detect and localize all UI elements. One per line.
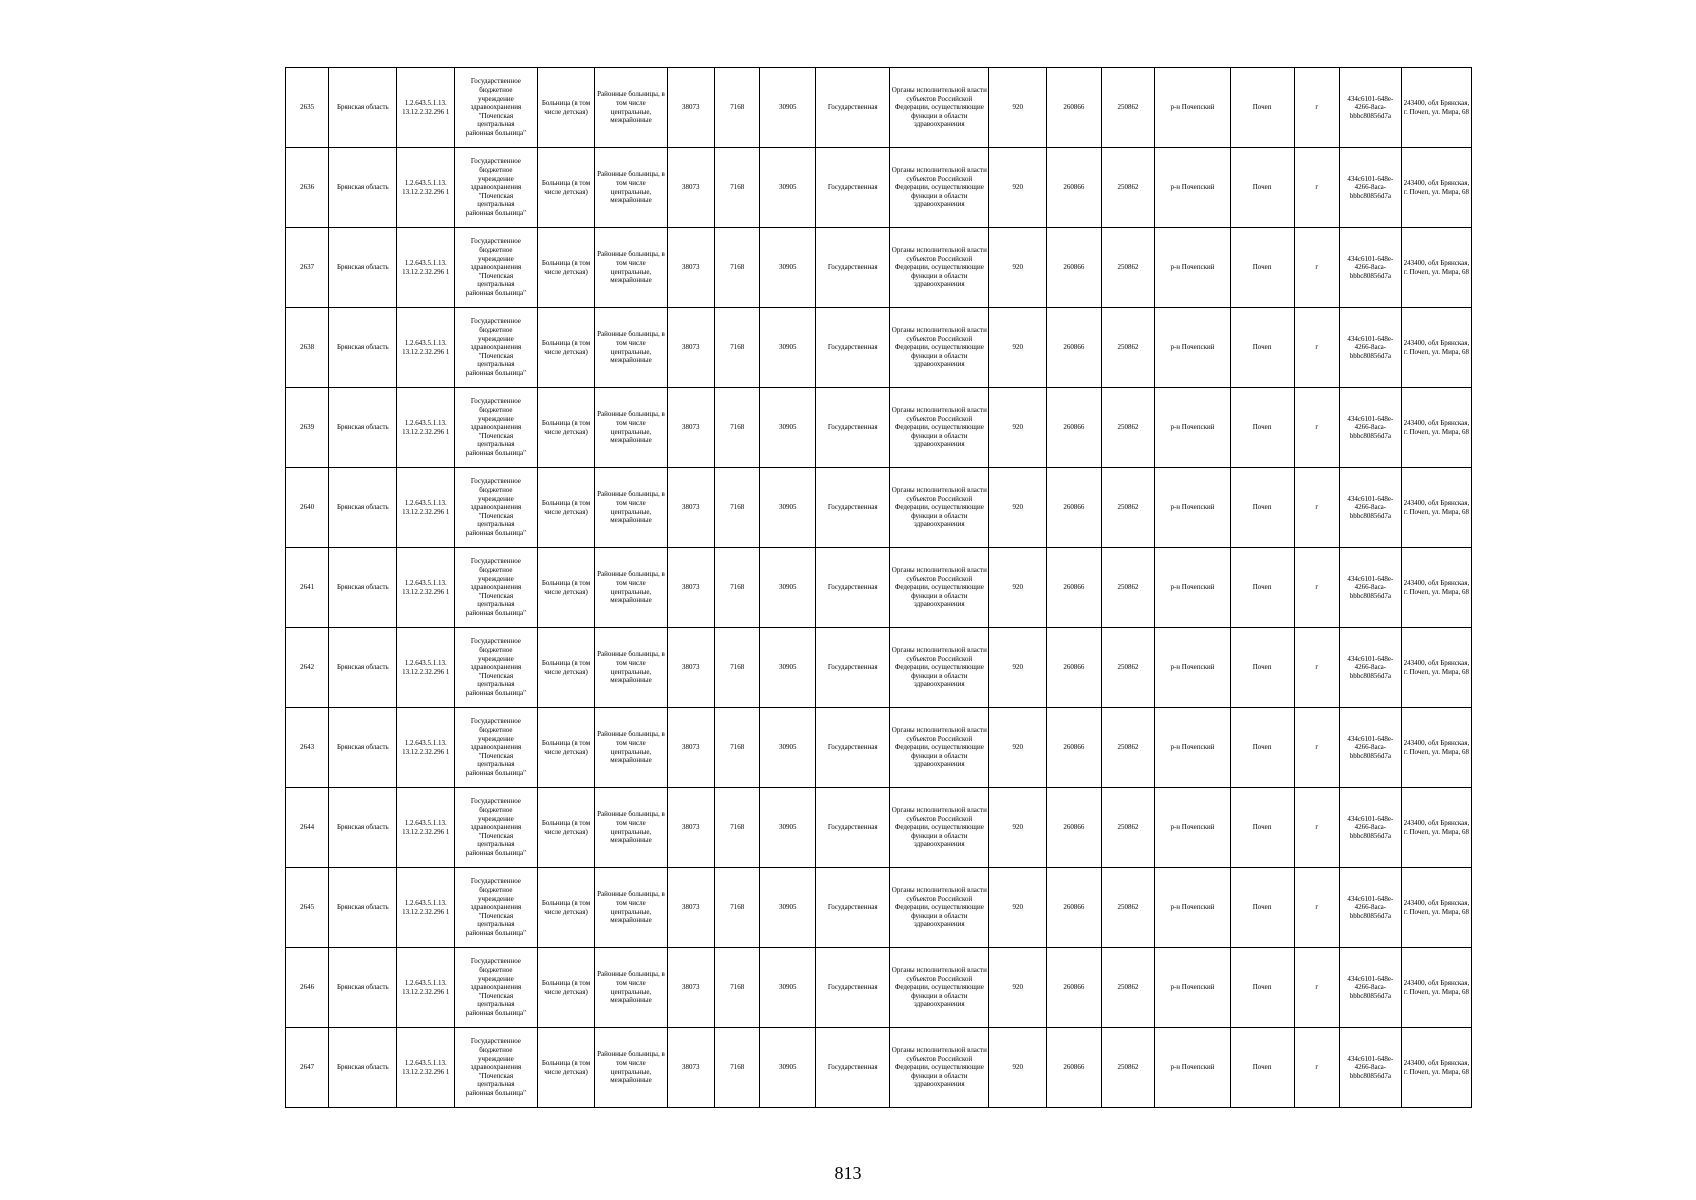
page-number: 813 xyxy=(834,1163,862,1183)
cell-oid-code: 1.2.643.5.1.13. 13.12.2.32.296 1 xyxy=(397,948,455,1028)
cell-row-number: 2636 xyxy=(286,148,329,228)
cell-number-4: 920 xyxy=(989,388,1047,468)
cell-region: Брянская область xyxy=(329,708,397,788)
cell-number-2: 7168 xyxy=(715,788,760,868)
cell-region: Брянская область xyxy=(329,388,397,468)
cell-city: Почеп xyxy=(1230,1028,1294,1108)
cell-settlement-type: г xyxy=(1294,228,1339,308)
cell-oid-code: 1.2.643.5.1.13. 13.12.2.32.296 1 xyxy=(397,788,455,868)
cell-number-6: 250862 xyxy=(1101,548,1155,628)
cell-facility-category: Районные больницы, в том числе центральные, межрайонные xyxy=(595,308,667,388)
table-row xyxy=(286,68,1472,148)
cell-number-4: 920 xyxy=(989,948,1047,1028)
cell-number-3: 30905 xyxy=(760,308,816,388)
cell-number-4: 920 xyxy=(989,468,1047,548)
cell-guid: 434c6101-648e-4266-8aca-bbbc80856d7a xyxy=(1339,388,1401,468)
cell-ownership: Государственная xyxy=(816,388,890,468)
cell-row-number: 2640 xyxy=(286,468,329,548)
cell-city: Почеп xyxy=(1230,708,1294,788)
cell-number-3: 30905 xyxy=(760,228,816,308)
cell-number-3: 30905 xyxy=(760,548,816,628)
cell-facility-category: Районные больницы, в том числе центральные, межрайонные xyxy=(595,868,667,948)
cell-number-1: 38073 xyxy=(667,708,714,788)
cell-settlement-type: г xyxy=(1294,308,1339,388)
table-row xyxy=(286,708,1472,788)
cell-number-1: 38073 xyxy=(667,948,714,1028)
cell-authority: Органы исполнительной власти субъектов Российской Федерации, осуществляющие функции в области здравоохранения xyxy=(890,228,989,308)
cell-number-6: 250862 xyxy=(1101,868,1155,948)
cell-number-2: 7168 xyxy=(715,1028,760,1108)
cell-number-2: 7168 xyxy=(715,228,760,308)
cell-guid: 434c6101-648e-4266-8aca-bbbc80856d7a xyxy=(1339,948,1401,1028)
cell-address: 243400, обл Брянская, г. Почеп, ул. Мира, 68 xyxy=(1401,548,1471,628)
cell-facility-category: Районные больницы, в том числе центральные, межрайонные xyxy=(595,388,667,468)
cell-number-6: 250862 xyxy=(1101,228,1155,308)
cell-facility-type: Больница (в том числе детская) xyxy=(537,388,595,468)
cell-address: 243400, обл Брянская, г. Почеп, ул. Мира, 68 xyxy=(1401,1028,1471,1108)
cell-authority: Органы исполнительной власти субъектов Российской Федерации, осуществляющие функции в области здравоохранения xyxy=(890,308,989,388)
cell-organization-name: Государственное бюджетное учреждение здравоохранения "Почепская центральная районная больница" xyxy=(455,548,538,628)
cell-organization-name: Государственное бюджетное учреждение здравоохранения "Почепская центральная районная больница" xyxy=(455,388,538,468)
cell-city: Почеп xyxy=(1230,68,1294,148)
cell-address: 243400, обл Брянская, г. Почеп, ул. Мира, 68 xyxy=(1401,68,1471,148)
cell-oid-code: 1.2.643.5.1.13. 13.12.2.32.296 1 xyxy=(397,388,455,468)
cell-number-2: 7168 xyxy=(715,468,760,548)
cell-settlement-type: г xyxy=(1294,548,1339,628)
cell-number-5: 260866 xyxy=(1047,548,1102,628)
cell-organization-name: Государственное бюджетное учреждение здравоохранения "Почепская центральная районная больница" xyxy=(455,228,538,308)
cell-guid: 434c6101-648e-4266-8aca-bbbc80856d7a xyxy=(1339,148,1401,228)
table-row xyxy=(286,1028,1472,1108)
cell-number-5: 260866 xyxy=(1047,228,1102,308)
cell-district: р-н Почепский xyxy=(1155,948,1230,1028)
cell-number-3: 30905 xyxy=(760,788,816,868)
cell-facility-category: Районные больницы, в том числе центральные, межрайонные xyxy=(595,948,667,1028)
cell-ownership: Государственная xyxy=(816,228,890,308)
cell-number-6: 250862 xyxy=(1101,468,1155,548)
cell-guid: 434c6101-648e-4266-8aca-bbbc80856d7a xyxy=(1339,468,1401,548)
cell-facility-category: Районные больницы, в том числе центральные, межрайонные xyxy=(595,468,667,548)
cell-number-4: 920 xyxy=(989,708,1047,788)
cell-number-2: 7168 xyxy=(715,68,760,148)
cell-ownership: Государственная xyxy=(816,948,890,1028)
cell-oid-code: 1.2.643.5.1.13. 13.12.2.32.296 1 xyxy=(397,868,455,948)
cell-number-2: 7168 xyxy=(715,308,760,388)
cell-number-6: 250862 xyxy=(1101,1028,1155,1108)
cell-number-6: 250862 xyxy=(1101,788,1155,868)
cell-authority: Органы исполнительной власти субъектов Российской Федерации, осуществляющие функции в области здравоохранения xyxy=(890,708,989,788)
cell-authority: Органы исполнительной власти субъектов Российской Федерации, осуществляющие функции в области здравоохранения xyxy=(890,468,989,548)
cell-facility-category: Районные больницы, в том числе центральные, межрайонные xyxy=(595,628,667,708)
cell-number-5: 260866 xyxy=(1047,868,1102,948)
cell-number-4: 920 xyxy=(989,228,1047,308)
cell-oid-code: 1.2.643.5.1.13. 13.12.2.32.296 1 xyxy=(397,1028,455,1108)
cell-number-6: 250862 xyxy=(1101,948,1155,1028)
cell-address: 243400, обл Брянская, г. Почеп, ул. Мира, 68 xyxy=(1401,868,1471,948)
cell-number-4: 920 xyxy=(989,308,1047,388)
cell-number-3: 30905 xyxy=(760,68,816,148)
cell-number-3: 30905 xyxy=(760,628,816,708)
cell-oid-code: 1.2.643.5.1.13. 13.12.2.32.296 1 xyxy=(397,468,455,548)
cell-address: 243400, обл Брянская, г. Почеп, ул. Мира, 68 xyxy=(1401,468,1471,548)
cell-row-number: 2638 xyxy=(286,308,329,388)
cell-guid: 434c6101-648e-4266-8aca-bbbc80856d7a xyxy=(1339,628,1401,708)
table-row xyxy=(286,228,1472,308)
cell-city: Почеп xyxy=(1230,628,1294,708)
cell-region: Брянская область xyxy=(329,788,397,868)
cell-number-5: 260866 xyxy=(1047,948,1102,1028)
cell-number-5: 260866 xyxy=(1047,708,1102,788)
cell-ownership: Государственная xyxy=(816,148,890,228)
cell-address: 243400, обл Брянская, г. Почеп, ул. Мира, 68 xyxy=(1401,148,1471,228)
cell-authority: Органы исполнительной власти субъектов Российской Федерации, осуществляющие функции в области здравоохранения xyxy=(890,788,989,868)
cell-row-number: 2635 xyxy=(286,68,329,148)
cell-facility-category: Районные больницы, в том числе центральные, межрайонные xyxy=(595,708,667,788)
cell-organization-name: Государственное бюджетное учреждение здравоохранения "Почепская центральная районная больница" xyxy=(455,628,538,708)
cell-row-number: 2641 xyxy=(286,548,329,628)
cell-facility-type: Больница (в том числе детская) xyxy=(537,68,595,148)
cell-number-5: 260866 xyxy=(1047,628,1102,708)
cell-number-4: 920 xyxy=(989,1028,1047,1108)
cell-settlement-type: г xyxy=(1294,628,1339,708)
cell-address: 243400, обл Брянская, г. Почеп, ул. Мира, 68 xyxy=(1401,788,1471,868)
cell-number-1: 38073 xyxy=(667,1028,714,1108)
cell-authority: Органы исполнительной власти субъектов Российской Федерации, осуществляющие функции в области здравоохранения xyxy=(890,388,989,468)
cell-region: Брянская область xyxy=(329,868,397,948)
registry-table xyxy=(285,67,1472,1108)
cell-city: Почеп xyxy=(1230,788,1294,868)
cell-region: Брянская область xyxy=(329,628,397,708)
table-row xyxy=(286,628,1472,708)
cell-ownership: Государственная xyxy=(816,628,890,708)
table-row xyxy=(286,468,1472,548)
cell-city: Почеп xyxy=(1230,228,1294,308)
table-row xyxy=(286,788,1472,868)
cell-number-1: 38073 xyxy=(667,148,714,228)
cell-facility-category: Районные больницы, в том числе центральные, межрайонные xyxy=(595,548,667,628)
cell-organization-name: Государственное бюджетное учреждение здравоохранения "Почепская центральная районная больница" xyxy=(455,148,538,228)
cell-organization-name: Государственное бюджетное учреждение здравоохранения "Почепская центральная районная больница" xyxy=(455,1028,538,1108)
cell-authority: Органы исполнительной власти субъектов Российской Федерации, осуществляющие функции в области здравоохранения xyxy=(890,548,989,628)
cell-region: Брянская область xyxy=(329,948,397,1028)
cell-district: р-н Почепский xyxy=(1155,308,1230,388)
cell-number-1: 38073 xyxy=(667,788,714,868)
cell-facility-type: Больница (в том числе детская) xyxy=(537,708,595,788)
cell-city: Почеп xyxy=(1230,948,1294,1028)
cell-city: Почеп xyxy=(1230,148,1294,228)
cell-district: р-н Почепский xyxy=(1155,68,1230,148)
cell-region: Брянская область xyxy=(329,1028,397,1108)
cell-oid-code: 1.2.643.5.1.13. 13.12.2.32.296 1 xyxy=(397,148,455,228)
cell-number-4: 920 xyxy=(989,628,1047,708)
cell-city: Почеп xyxy=(1230,388,1294,468)
cell-region: Брянская область xyxy=(329,468,397,548)
cell-number-5: 260866 xyxy=(1047,788,1102,868)
cell-region: Брянская область xyxy=(329,548,397,628)
cell-authority: Органы исполнительной власти субъектов Российской Федерации, осуществляющие функции в области здравоохранения xyxy=(890,628,989,708)
table-row xyxy=(286,868,1472,948)
cell-number-1: 38073 xyxy=(667,548,714,628)
cell-number-5: 260866 xyxy=(1047,68,1102,148)
cell-oid-code: 1.2.643.5.1.13. 13.12.2.32.296 1 xyxy=(397,628,455,708)
cell-number-3: 30905 xyxy=(760,468,816,548)
cell-region: Брянская область xyxy=(329,68,397,148)
cell-facility-category: Районные больницы, в том числе центральные, межрайонные xyxy=(595,228,667,308)
cell-number-4: 920 xyxy=(989,68,1047,148)
cell-ownership: Государственная xyxy=(816,468,890,548)
cell-number-1: 38073 xyxy=(667,308,714,388)
cell-address: 243400, обл Брянская, г. Почеп, ул. Мира, 68 xyxy=(1401,388,1471,468)
cell-number-2: 7168 xyxy=(715,948,760,1028)
cell-settlement-type: г xyxy=(1294,468,1339,548)
cell-address: 243400, обл Брянская, г. Почеп, ул. Мира, 68 xyxy=(1401,308,1471,388)
cell-authority: Органы исполнительной власти субъектов Российской Федерации, осуществляющие функции в области здравоохранения xyxy=(890,948,989,1028)
cell-region: Брянская область xyxy=(329,228,397,308)
cell-number-6: 250862 xyxy=(1101,708,1155,788)
cell-number-1: 38073 xyxy=(667,868,714,948)
cell-ownership: Государственная xyxy=(816,308,890,388)
cell-row-number: 2647 xyxy=(286,1028,329,1108)
cell-city: Почеп xyxy=(1230,868,1294,948)
cell-facility-type: Больница (в том числе детская) xyxy=(537,468,595,548)
cell-ownership: Государственная xyxy=(816,1028,890,1108)
cell-number-1: 38073 xyxy=(667,68,714,148)
cell-settlement-type: г xyxy=(1294,388,1339,468)
cell-guid: 434c6101-648e-4266-8aca-bbbc80856d7a xyxy=(1339,868,1401,948)
cell-number-5: 260866 xyxy=(1047,468,1102,548)
cell-ownership: Государственная xyxy=(816,708,890,788)
cell-facility-type: Больница (в том числе детская) xyxy=(537,228,595,308)
cell-facility-type: Больница (в том числе детская) xyxy=(537,948,595,1028)
cell-authority: Органы исполнительной власти субъектов Российской Федерации, осуществляющие функции в области здравоохранения xyxy=(890,68,989,148)
table-row xyxy=(286,948,1472,1028)
cell-district: р-н Почепский xyxy=(1155,788,1230,868)
cell-number-6: 250862 xyxy=(1101,148,1155,228)
cell-district: р-н Почепский xyxy=(1155,228,1230,308)
cell-ownership: Государственная xyxy=(816,68,890,148)
cell-number-2: 7168 xyxy=(715,708,760,788)
cell-row-number: 2639 xyxy=(286,388,329,468)
cell-number-4: 920 xyxy=(989,868,1047,948)
cell-oid-code: 1.2.643.5.1.13. 13.12.2.32.296 1 xyxy=(397,708,455,788)
cell-number-5: 260866 xyxy=(1047,388,1102,468)
cell-facility-type: Больница (в том числе детская) xyxy=(537,148,595,228)
cell-district: р-н Почепский xyxy=(1155,628,1230,708)
table-row xyxy=(286,548,1472,628)
cell-organization-name: Государственное бюджетное учреждение здравоохранения "Почепская центральная районная больница" xyxy=(455,468,538,548)
cell-facility-type: Больница (в том числе детская) xyxy=(537,548,595,628)
cell-district: р-н Почепский xyxy=(1155,868,1230,948)
cell-number-5: 260866 xyxy=(1047,148,1102,228)
cell-district: р-н Почепский xyxy=(1155,148,1230,228)
cell-organization-name: Государственное бюджетное учреждение здравоохранения "Почепская центральная районная больница" xyxy=(455,708,538,788)
cell-district: р-н Почепский xyxy=(1155,388,1230,468)
cell-row-number: 2637 xyxy=(286,228,329,308)
cell-guid: 434c6101-648e-4266-8aca-bbbc80856d7a xyxy=(1339,708,1401,788)
cell-row-number: 2646 xyxy=(286,948,329,1028)
cell-guid: 434c6101-648e-4266-8aca-bbbc80856d7a xyxy=(1339,1028,1401,1108)
table-row xyxy=(286,388,1472,468)
cell-region: Брянская область xyxy=(329,308,397,388)
cell-address: 243400, обл Брянская, г. Почеп, ул. Мира, 68 xyxy=(1401,628,1471,708)
cell-number-5: 260866 xyxy=(1047,1028,1102,1108)
cell-number-3: 30905 xyxy=(760,708,816,788)
cell-number-3: 30905 xyxy=(760,148,816,228)
cell-authority: Органы исполнительной власти субъектов Российской Федерации, осуществляющие функции в области здравоохранения xyxy=(890,148,989,228)
table-row xyxy=(286,308,1472,388)
cell-number-1: 38073 xyxy=(667,468,714,548)
cell-organization-name: Государственное бюджетное учреждение здравоохранения "Почепская центральная районная больница" xyxy=(455,68,538,148)
cell-number-2: 7168 xyxy=(715,548,760,628)
cell-facility-type: Больница (в том числе детская) xyxy=(537,788,595,868)
cell-row-number: 2644 xyxy=(286,788,329,868)
cell-guid: 434c6101-648e-4266-8aca-bbbc80856d7a xyxy=(1339,68,1401,148)
cell-ownership: Государственная xyxy=(816,868,890,948)
cell-facility-type: Больница (в том числе детская) xyxy=(537,1028,595,1108)
cell-facility-type: Больница (в том числе детская) xyxy=(537,868,595,948)
cell-guid: 434c6101-648e-4266-8aca-bbbc80856d7a xyxy=(1339,228,1401,308)
cell-district: р-н Почепский xyxy=(1155,1028,1230,1108)
cell-settlement-type: г xyxy=(1294,868,1339,948)
cell-number-1: 38073 xyxy=(667,228,714,308)
cell-facility-category: Районные больницы, в том числе центральные, межрайонные xyxy=(595,68,667,148)
cell-ownership: Государственная xyxy=(816,788,890,868)
table-row xyxy=(286,148,1472,228)
cell-settlement-type: г xyxy=(1294,68,1339,148)
cell-number-6: 250862 xyxy=(1101,388,1155,468)
cell-number-4: 920 xyxy=(989,788,1047,868)
cell-number-3: 30905 xyxy=(760,948,816,1028)
cell-address: 243400, обл Брянская, г. Почеп, ул. Мира, 68 xyxy=(1401,948,1471,1028)
cell-facility-category: Районные больницы, в том числе центральные, межрайонные xyxy=(595,788,667,868)
cell-settlement-type: г xyxy=(1294,788,1339,868)
cell-organization-name: Государственное бюджетное учреждение здравоохранения "Почепская центральная районная больница" xyxy=(455,308,538,388)
cell-number-6: 250862 xyxy=(1101,308,1155,388)
cell-authority: Органы исполнительной власти субъектов Российской Федерации, осуществляющие функции в области здравоохранения xyxy=(890,868,989,948)
cell-settlement-type: г xyxy=(1294,148,1339,228)
cell-facility-category: Районные больницы, в том числе центральные, межрайонные xyxy=(595,148,667,228)
cell-district: р-н Почепский xyxy=(1155,468,1230,548)
cell-region: Брянская область xyxy=(329,148,397,228)
cell-guid: 434c6101-648e-4266-8aca-bbbc80856d7a xyxy=(1339,548,1401,628)
cell-authority: Органы исполнительной власти субъектов Российской Федерации, осуществляющие функции в области здравоохранения xyxy=(890,1028,989,1108)
cell-facility-type: Больница (в том числе детская) xyxy=(537,628,595,708)
cell-number-4: 920 xyxy=(989,548,1047,628)
cell-number-1: 38073 xyxy=(667,388,714,468)
cell-oid-code: 1.2.643.5.1.13. 13.12.2.32.296 1 xyxy=(397,68,455,148)
cell-number-3: 30905 xyxy=(760,868,816,948)
cell-district: р-н Почепский xyxy=(1155,708,1230,788)
cell-oid-code: 1.2.643.5.1.13. 13.12.2.32.296 1 xyxy=(397,548,455,628)
cell-row-number: 2643 xyxy=(286,708,329,788)
cell-city: Почеп xyxy=(1230,548,1294,628)
cell-number-5: 260866 xyxy=(1047,308,1102,388)
cell-settlement-type: г xyxy=(1294,948,1339,1028)
cell-facility-type: Больница (в том числе детская) xyxy=(537,308,595,388)
registry-rows xyxy=(286,68,1472,1108)
cell-row-number: 2642 xyxy=(286,628,329,708)
cell-row-number: 2645 xyxy=(286,868,329,948)
cell-district: р-н Почепский xyxy=(1155,548,1230,628)
cell-number-4: 920 xyxy=(989,148,1047,228)
cell-organization-name: Государственное бюджетное учреждение здравоохранения "Почепская центральная районная больница" xyxy=(455,948,538,1028)
cell-guid: 434c6101-648e-4266-8aca-bbbc80856d7a xyxy=(1339,308,1401,388)
cell-number-1: 38073 xyxy=(667,628,714,708)
cell-number-2: 7168 xyxy=(715,148,760,228)
cell-oid-code: 1.2.643.5.1.13. 13.12.2.32.296 1 xyxy=(397,228,455,308)
cell-address: 243400, обл Брянская, г. Почеп, ул. Мира, 68 xyxy=(1401,708,1471,788)
cell-number-2: 7168 xyxy=(715,868,760,948)
cell-organization-name: Государственное бюджетное учреждение здравоохранения "Почепская центральная районная больница" xyxy=(455,868,538,948)
cell-address: 243400, обл Брянская, г. Почеп, ул. Мира, 68 xyxy=(1401,228,1471,308)
cell-number-6: 250862 xyxy=(1101,68,1155,148)
cell-organization-name: Государственное бюджетное учреждение здравоохранения "Почепская центральная районная больница" xyxy=(455,788,538,868)
cell-facility-category: Районные больницы, в том числе центральные, межрайонные xyxy=(595,1028,667,1108)
document-sheet xyxy=(285,67,1472,1108)
cell-ownership: Государственная xyxy=(816,548,890,628)
cell-number-2: 7168 xyxy=(715,628,760,708)
cell-guid: 434c6101-648e-4266-8aca-bbbc80856d7a xyxy=(1339,788,1401,868)
cell-number-6: 250862 xyxy=(1101,628,1155,708)
cell-number-2: 7168 xyxy=(715,388,760,468)
cell-settlement-type: г xyxy=(1294,1028,1339,1108)
cell-number-3: 30905 xyxy=(760,388,816,468)
cell-settlement-type: г xyxy=(1294,708,1339,788)
cell-city: Почеп xyxy=(1230,308,1294,388)
cell-number-3: 30905 xyxy=(760,1028,816,1108)
cell-city: Почеп xyxy=(1230,468,1294,548)
cell-oid-code: 1.2.643.5.1.13. 13.12.2.32.296 1 xyxy=(397,308,455,388)
